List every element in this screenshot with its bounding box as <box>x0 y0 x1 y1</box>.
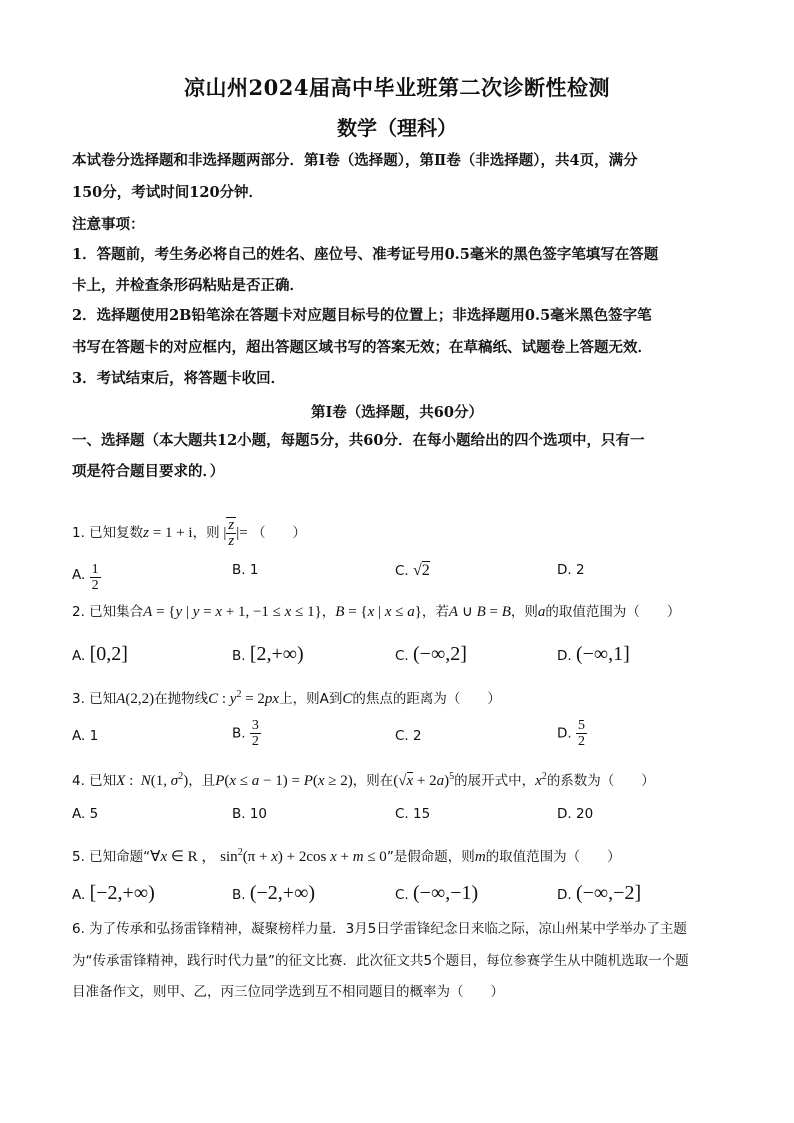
q2-math-union: A ∪ B = B <box>448 604 511 620</box>
notice-1-line-1: 1．答题前，考生务必将自己的姓名、座位号、准考证号用0.5毫米的黑色签字笔填写在答题 <box>72 246 659 263</box>
q1-math-eq: = 1 + i <box>149 525 193 541</box>
q3-option-b-label: B. <box>232 725 246 742</box>
q1-option-d-label: D. 2 <box>557 562 585 578</box>
q4-option-a-label: A. 5 <box>72 806 99 822</box>
q2-a-math: [0,2] <box>89 643 128 665</box>
question-6-line-3: 目准备作文，则甲、乙，丙三位同学选到互不相同题目的概率为（ ） <box>72 984 504 1000</box>
q5-c-math: (−∞,−1) <box>413 882 479 904</box>
q3-option-a[interactable] <box>72 728 98 744</box>
q5-text-post: 的取值范围为（ ） <box>485 849 621 865</box>
q1-text-pre: 1. 已知复数 <box>72 525 144 541</box>
q1-fraction <box>226 517 236 549</box>
q3-b-num: 3 <box>251 718 259 733</box>
q4-option-d[interactable] <box>557 806 593 822</box>
intro-line-1: 本试卷分选择题和非选择题两部分．第Ⅰ卷（选择题），第Ⅱ卷（非选择题），共4页，满分 <box>72 152 638 169</box>
q2-text-mid3: ，则 <box>510 604 538 620</box>
q1-a-num: 1 <box>91 562 99 577</box>
q1-option-c[interactable] <box>395 562 430 580</box>
q2-math-a: a <box>537 604 546 620</box>
q5-option-a[interactable] <box>72 882 155 905</box>
q1-option-b-label: B. 1 <box>232 562 259 578</box>
q1-option-d[interactable] <box>557 562 585 578</box>
notice-1-line-2: 卡上，并检查条形码粘贴是否正确． <box>72 277 304 294</box>
q1-a-fraction <box>90 562 101 593</box>
page-subtitle: 数学（理科） <box>337 116 457 140</box>
q4-math-x2: $x^2$ <box>535 771 547 789</box>
q3-math-parabola: C : $y^2 = 2px$ <box>208 689 280 707</box>
q2-math-setB: B = {x | x ≤ a} <box>335 604 422 620</box>
q4-text-mid1: ，且 <box>188 773 216 789</box>
q5-option-a-label: A. <box>72 887 86 903</box>
q3-option-b[interactable] <box>232 718 261 749</box>
q5-option-b-label: B. <box>232 887 246 903</box>
q3-option-d[interactable] <box>557 718 587 749</box>
question-6-line-2: 为“传承雷锋精神，践行时代力量”的征文比赛．此次征文共5个题目，每位参赛学生从中随机选取一个题 <box>72 953 689 969</box>
q1-option-a[interactable] <box>72 562 101 593</box>
q1-option-a-label: A. <box>72 567 86 583</box>
q3-d-num: 5 <box>577 718 585 733</box>
q4-text-post: 的系数为（ ） <box>546 773 655 789</box>
notice-3: 3．考试结束后，将答题卡收回． <box>72 370 286 387</box>
q3-text-post: 的焦点的距离为（ ） <box>352 691 501 707</box>
q1-math-abs-close: |= <box>236 525 248 541</box>
notice-2-line-2: 书写在答题卡的对应框内，超出答题区域书写的答案无效；在草稿纸、试题卷上答题无效． <box>72 339 652 356</box>
notice-title: 注意事项： <box>72 216 145 233</box>
q3-text-mid2: 上，则A到 <box>279 691 343 707</box>
q4-option-b[interactable] <box>232 806 267 822</box>
question-2 <box>72 597 724 627</box>
q5-math-prop: ∀x ∈ R ， $\sin^2(\pi + x) + 2\cos$ x + m ≤ 0 <box>150 847 387 865</box>
q2-option-d-label: D. <box>557 648 572 664</box>
q5-text-pre: 5. 已知命题“ <box>72 849 151 865</box>
q4-text-mid3: 的展开式中， <box>454 773 536 789</box>
section-desc-line-1: 一、选择题（本大题共12小题，每题5分，共60分．在每小题给出的四个选项中，只有一 <box>72 432 645 449</box>
q5-option-d-label: D. <box>557 887 572 903</box>
q1-c-sqrt: √2 <box>413 562 430 579</box>
q4-math-binom: $(√x + 2a)^5$ <box>393 771 455 789</box>
q3-d-den: 2 <box>577 734 585 749</box>
question-1 <box>72 517 724 549</box>
q1-frac-den: z <box>228 533 235 549</box>
q4-option-c-label: C. 15 <box>395 806 431 822</box>
q4-option-c[interactable] <box>395 806 430 822</box>
q2-option-d[interactable] <box>557 643 630 666</box>
q1-a-den: 2 <box>91 578 99 593</box>
q3-text-mid1: 在抛物线 <box>154 691 209 707</box>
section-heading: 第Ⅰ卷（选择题，共60分） <box>311 404 483 421</box>
q5-d-math: (−∞,−2] <box>575 882 642 904</box>
q3-b-fraction <box>250 718 261 749</box>
q3-d-fraction <box>576 718 587 749</box>
q3-b-den: 2 <box>251 734 259 749</box>
q3-math-point: A(2,2) <box>116 691 155 707</box>
q5-math-m: m <box>474 849 486 865</box>
q4-text-mid2: ，则在 <box>352 773 394 789</box>
section-desc-line-2: 项是符合题目要求的．） <box>72 463 225 480</box>
q3-option-d-label: D. <box>557 725 572 742</box>
q4-option-a[interactable] <box>72 806 98 822</box>
q4-option-d-label: D. 20 <box>557 806 594 822</box>
question-3 <box>72 680 724 714</box>
q5-a-math: [−2,+∞) <box>89 882 155 904</box>
q2-option-a-label: A. <box>72 648 86 664</box>
q5-option-d[interactable] <box>557 882 641 905</box>
q4-text-pre: 4. 已知 <box>72 773 117 789</box>
q5-option-b[interactable] <box>232 882 315 905</box>
q2-option-a[interactable] <box>72 643 128 666</box>
q2-text-mid1: ， <box>321 604 336 620</box>
q2-text-pre: 2. 已知集合 <box>72 604 144 620</box>
q2-text-mid2: ，若 <box>421 604 449 620</box>
q1-option-b[interactable] <box>232 562 258 578</box>
page-title: 凉山州2024届高中毕业班第二次诊断性检测 <box>184 75 610 100</box>
q4-math-dist: X : N(1, $\sigma^2$) <box>116 771 189 789</box>
q1-text-mid: ，则 <box>192 525 220 541</box>
q1-option-c-label: C. <box>395 563 409 579</box>
q1-frac-num: z <box>228 517 235 533</box>
q3-option-c[interactable] <box>395 728 422 744</box>
notice-2-line-1: 2．选择题使用2B铅笔涂在答题卡对应题目标号的位置上；非选择题用0.5毫米黑色签字笔 <box>72 307 652 324</box>
q5-b-math: (−2,+∞) <box>249 882 315 904</box>
q3-math-c: C <box>342 691 353 707</box>
question-4 <box>72 762 724 796</box>
q2-text-post: 的取值范围为（ ） <box>545 604 681 620</box>
q2-option-c-label: C. <box>395 648 409 664</box>
q1-text-post: （ ） <box>251 525 306 541</box>
q1-math-z: z <box>143 525 150 541</box>
q2-c-math: (−∞,2] <box>413 643 467 665</box>
q5-option-c[interactable] <box>395 882 478 905</box>
q2-option-b-label: B. <box>232 648 246 664</box>
q2-b-math: [2,+∞) <box>249 643 304 665</box>
q2-math-setA: A = {y | y = x + 1, −1 ≤ x ≤ 1} <box>143 604 322 620</box>
q5-text-mid: ”是假命题，则 <box>386 849 475 865</box>
q5-option-c-label: C. <box>395 887 409 903</box>
q4-math-prob: P(x ≤ a − 1) = P(x ≥ 2) <box>215 773 353 789</box>
intro-line-2: 150分，考试时间120分钟． <box>72 184 264 201</box>
q2-option-c[interactable] <box>395 643 467 666</box>
question-5 <box>72 838 724 872</box>
q3-option-a-label: A. 1 <box>72 728 99 744</box>
q4-option-b-label: B. 10 <box>232 806 268 822</box>
q1-math-abs: | <box>219 525 227 541</box>
q2-option-b[interactable] <box>232 643 304 666</box>
question-6-line-1: 6. 为了传承和弘扬雷锋精神，凝聚榜样力量．3月5日学雷锋纪念日来临之际，凉山州某中学举办了主题 <box>72 921 687 937</box>
q2-d-math: (−∞,1] <box>575 643 630 665</box>
q3-text-pre: 3. 已知 <box>72 691 117 707</box>
q3-option-c-label: C. 2 <box>395 728 422 744</box>
